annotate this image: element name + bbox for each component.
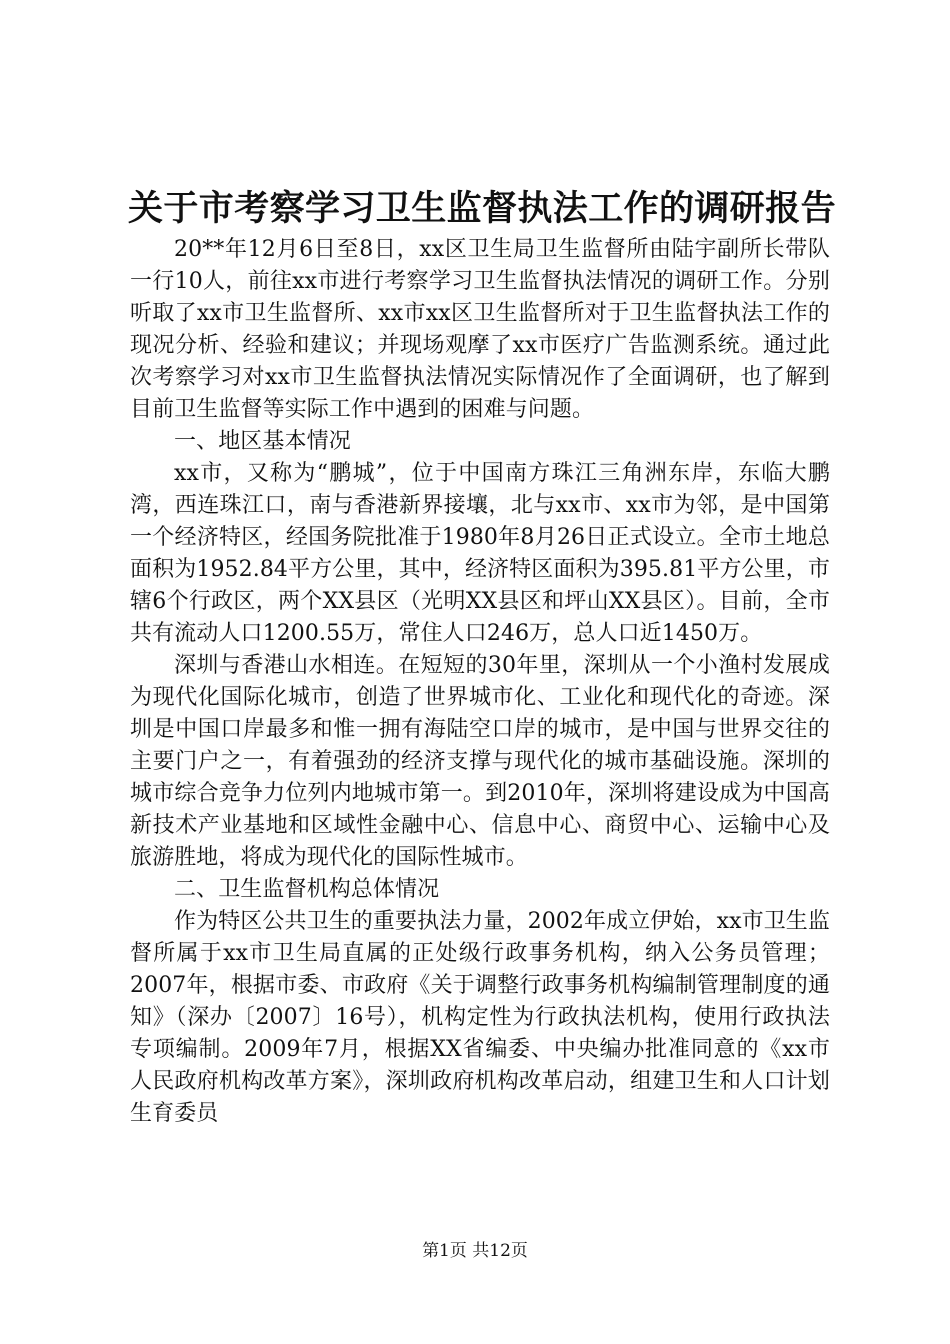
- page-number-footer: 第1页 共12页: [422, 1241, 528, 1261]
- paragraph-agency-overview: 作为特区公共卫生的重要执法力量，2002年成立伊始，xx市卫生监督所属于xx市卫生局直属的正处级行政事务机构，纳入公务员管理；2007年，根据市委、市政府《关于调整行政事务机构编制管理制度的通知》（深办〔2007〕16号），机构定性为行政执法机构，使用行政执法专项编制。2009年7月，根据XX省编委、中央编办批准同意的《xx市人民政府机构改革方案》，深圳政府机构改革启动，组建卫生和人口计划生育委员: [130, 909, 831, 1126]
- paragraph-region-overview: xx市，又称为“鹏城”，位于中国南方珠江三角洲东岸，东临大鹏湾，西连珠江口，南与香港新界接壤，北与xx市、xx市为邻，是中国第一个经济特区，经国务院批准于1980年8月26日正式设立。全市土地总面积为1952.84平方公里，其中，经济特区面积为395.81平方公里，市辖6个行政区，两个XX县区（光明XX县区和坪山XX县区）。目前，全市共有流动人口1200.55万，常住人口246万，总人口近1450万。: [130, 461, 830, 646]
- document-body: [130, 234, 830, 1130]
- document-title: 关于市考察学习卫生监督执法工作的调研报告: [128, 188, 837, 229]
- section-heading-1: 一、地区基本情况: [174, 429, 351, 454]
- paragraph-intro: 20**年12月6日至8日，xx区卫生局卫生监督所由陆宇副所长带队一行10人，前往xx市进行考察学习卫生监督执法情况的调研工作。分别听取了xx市卫生监督所、xx市xx区卫生监督所对于卫生监督执法工作的现况分析、经验和建议；并现场观摩了xx市医疗广告监测系统。通过此次考察学习对xx市卫生监督执法情况实际情况作了全面调研，也了解到目前卫生监督等实际工作中遇到的困难与问题。: [130, 237, 830, 422]
- paragraph-shenzhen-development: 深圳与香港山水相连。在短短的30年里，深圳从一个小渔村发展成为现代化国际化城市，创造了世界城市化、工业化和现代化的奇迹。深圳是中国口岸最多和惟一拥有海陆空口岸的城市，是中国与世界交往的主要门户之一，有着强劲的经济支撑与现代化的城市基础设施。深圳的城市综合竞争力位列内地城市第一。到2010年，深圳将建设成为中国高新技术产业基地和区域性金融中心、信息中心、商贸中心、运输中心及旅游胜地，将成为现代化的国际性城市。: [130, 653, 830, 870]
- section-heading-2: 二、卫生监督机构总体情况: [174, 877, 440, 902]
